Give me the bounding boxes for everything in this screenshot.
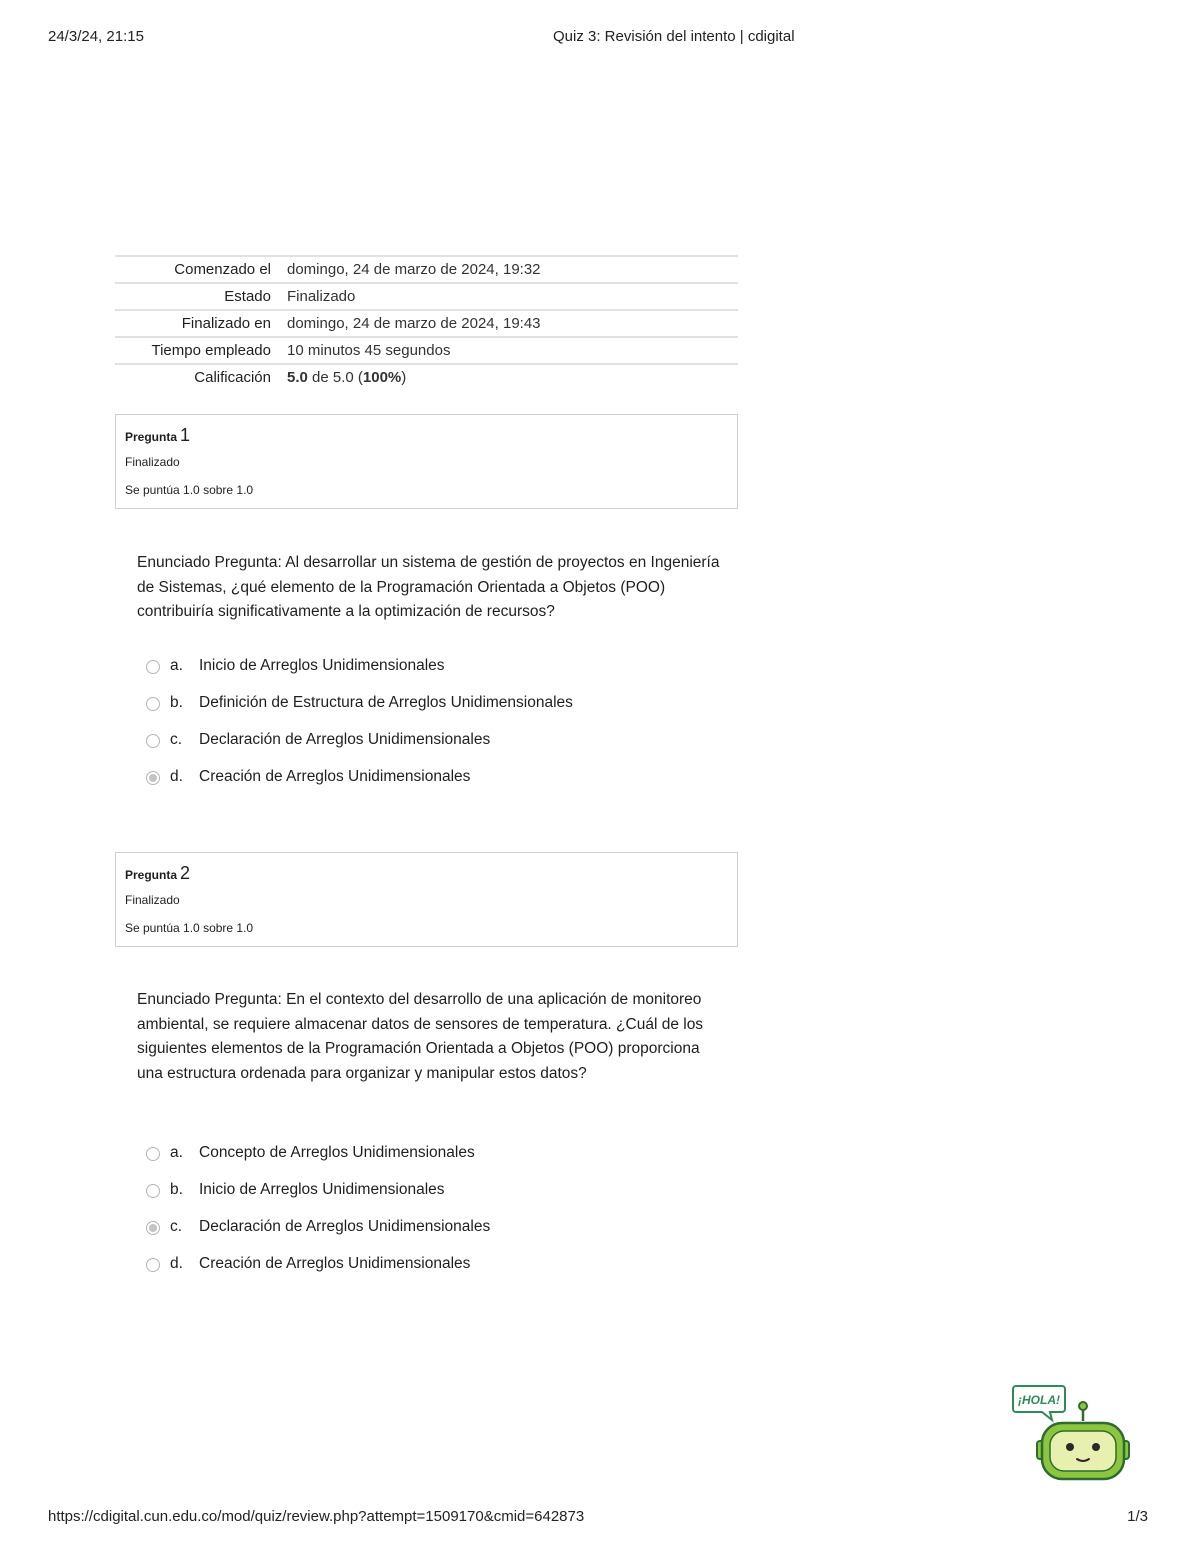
summary-row-state: [115, 283, 738, 310]
grade-percent: 100%: [362, 369, 402, 386]
answer-letter: d.: [170, 1255, 183, 1272]
radio-button[interactable]: [146, 660, 160, 674]
chat-assistant-widget[interactable]: [1012, 1383, 1132, 1483]
summary-label: Tiempo empleado: [151, 342, 271, 359]
question-info-1: [115, 414, 738, 509]
summary-value: Finalizado: [287, 288, 356, 305]
answer-letter: b.: [170, 1181, 183, 1198]
grade-rest: de 5.0 (: [312, 369, 363, 386]
question-text-1: Enunciado Pregunta: Al desarrollar un sistema de gestión de proyectos en Ingeniería de Sistemas, ¿qué elemento de la Programación Orientada a Objetos (POO) contribuiría significativamente a la optimización de recursos?: [137, 554, 720, 620]
summary-grade-value: [287, 364, 738, 390]
answer-letter: a.: [170, 657, 183, 674]
answer-option[interactable]: [146, 694, 726, 731]
answer-text: Creación de Arreglos Unidimensionales: [199, 768, 471, 785]
answer-text: Inicio de Arreglos Unidimensionales: [199, 1181, 445, 1198]
answer-letter: a.: [170, 1144, 183, 1161]
summary-row-started: [115, 256, 738, 283]
print-datetime: 24/3/24, 21:15: [48, 28, 144, 45]
answer-text: Concepto de Arreglos Unidimensionales: [199, 1144, 475, 1161]
summary-row-finished: [115, 310, 738, 337]
question-info-2: [115, 852, 738, 947]
print-page-number: 1/3: [1127, 1508, 1148, 1525]
summary-label: Comenzado el: [174, 261, 271, 278]
print-title: Quiz 3: Revisión del intento | cdigital: [553, 28, 795, 45]
bubble-text: ¡HOLA!: [1018, 1393, 1060, 1407]
question-number: [125, 863, 190, 884]
answer-option[interactable]: [146, 731, 726, 768]
summary-row-grade: [115, 364, 738, 390]
answer-option[interactable]: [146, 768, 726, 805]
answer-letter: d.: [170, 768, 183, 785]
question-number-value: 2: [180, 863, 191, 883]
grade-close: ): [401, 369, 407, 386]
radio-button[interactable]: [146, 734, 160, 748]
print-footer: [48, 1508, 1148, 1528]
answer-list-2: [146, 1144, 726, 1292]
print-header: [48, 28, 1148, 48]
radio-button[interactable]: [146, 1184, 160, 1198]
speech-bubble-icon: [1013, 1386, 1065, 1420]
robot-chat-icon[interactable]: [1012, 1383, 1132, 1483]
attempt-summary-table: [115, 255, 738, 390]
answer-text: Inicio de Arreglos Unidimensionales: [199, 657, 445, 674]
answer-letter: c.: [170, 1218, 183, 1235]
question-label: Pregunta: [125, 430, 178, 444]
answer-list-1: [146, 657, 726, 805]
summary-value: 10 minutos 45 segundos: [287, 342, 451, 359]
summary-label: Estado: [224, 288, 271, 305]
radio-button[interactable]: [146, 1258, 160, 1272]
question-state: Finalizado: [125, 893, 180, 907]
grade-score: 5.0: [287, 369, 308, 386]
answer-option[interactable]: [146, 1144, 726, 1181]
summary-label: Calificación: [194, 369, 271, 386]
question-label: Pregunta: [125, 868, 178, 882]
answer-text: Declaración de Arreglos Unidimensionales: [199, 1218, 491, 1235]
answer-text: Declaración de Arreglos Unidimensionales: [199, 731, 491, 748]
answer-text: Creación de Arreglos Unidimensionales: [199, 1255, 471, 1272]
summary-value: domingo, 24 de marzo de 2024, 19:43: [287, 315, 541, 332]
question-state: Finalizado: [125, 455, 180, 469]
print-url: https://cdigital.cun.edu.co/mod/quiz/review.php?attempt=1509170&cmid=642873: [48, 1508, 585, 1525]
question-number-value: 1: [180, 425, 191, 445]
radio-button[interactable]: [146, 1147, 160, 1161]
question-grade: Se puntúa 1.0 sobre 1.0: [125, 483, 254, 497]
answer-option[interactable]: [146, 1181, 726, 1218]
answer-text: Definición de Estructura de Arreglos Unidimensionales: [199, 694, 573, 711]
answer-letter: b.: [170, 694, 183, 711]
summary-label: Finalizado en: [181, 315, 271, 332]
question-text-2: Enunciado Pregunta: En el contexto del desarrollo de una aplicación de monitoreo ambiental, se requiere almacenar datos de sensores de temperatura. ¿Cuál de los siguientes elementos de la Programación Orientada a Objetos (POO) proporciona una estructura ordenada para organizar y manipular estos datos?: [137, 991, 704, 1082]
question-grade: Se puntúa 1.0 sobre 1.0: [125, 921, 254, 935]
answer-option[interactable]: [146, 657, 726, 694]
radio-button[interactable]: [146, 697, 160, 711]
answer-letter: c.: [170, 731, 183, 748]
radio-button-selected[interactable]: [146, 1221, 160, 1235]
summary-row-time-taken: [115, 337, 738, 364]
answer-option[interactable]: [146, 1255, 726, 1292]
answer-option[interactable]: [146, 1218, 726, 1255]
radio-button-selected[interactable]: [146, 771, 160, 785]
question-number: [125, 425, 190, 446]
summary-value: domingo, 24 de marzo de 2024, 19:32: [287, 261, 541, 278]
